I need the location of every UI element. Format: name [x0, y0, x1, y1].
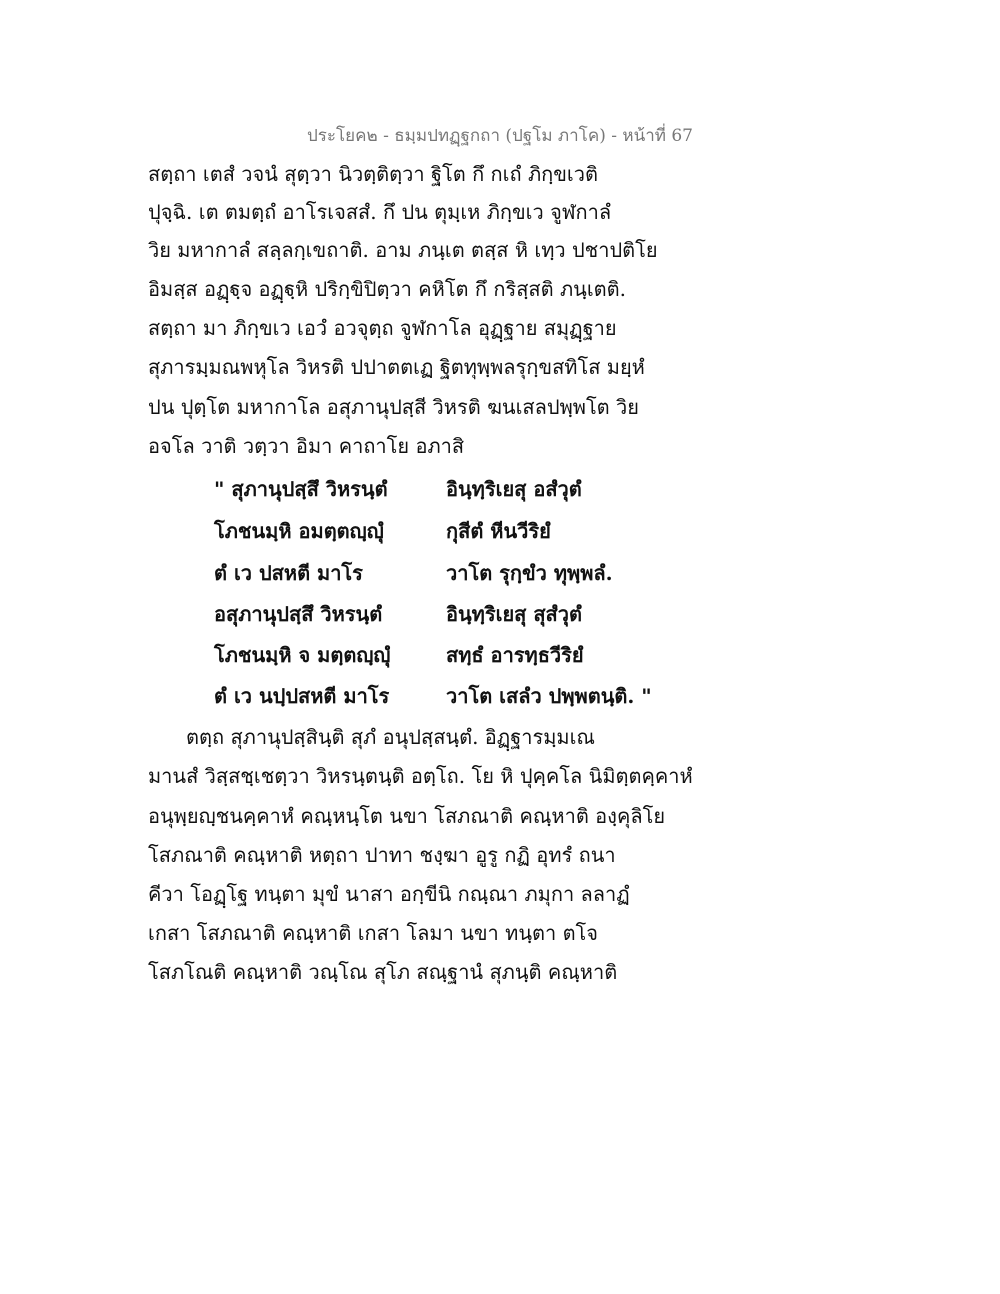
verse-line-left: ตํ เว นปฺปสหตี มาโร [214, 684, 390, 708]
text-line: สตฺถา เตสํ วจนํ สุตฺวา นิวตฺติตฺวา ฐิโต กึ กเถํ ภิกฺขเวติ [148, 162, 598, 186]
page-header [0, 122, 1000, 149]
text-line: ปุจฺฉิ. เต ตมตฺถํ อาโรเจสสํ. กึ ปน ตุมฺเห ภิกฺขเว จูฬกาลํ [148, 200, 612, 224]
text-line: สุภารมฺมณพหุโล วิหรติ ปปาตตเฏ ฐิตทุพฺพลรุกฺขสทิโส มยฺหํ [148, 355, 645, 379]
text-line: คีวา โอฏฺโฐ ทนฺตา มุขํ นาสา อกฺขีนิ กณฺณา ภมุกา ลลาฏํ [148, 882, 630, 906]
page-header-text: ประโยค๒ - ธมฺมปทฏฺฐกถา (ปฐโม ภาโค) - หน้าที่ 67 [307, 126, 693, 146]
verse-line-right: อินฺทฺริเยสุ อสํวุตํ [446, 477, 582, 501]
text-line: อนุพฺยญฺชนคฺคาหํ คณฺหนฺโต นขา โสภณาติ คณฺหาติ องฺคุลิโย [148, 804, 666, 828]
verse-line-right: กุสีตํ หีนวีริยํ [446, 519, 551, 543]
text-line: อจโล วาติ วตฺวา อิมา คาถาโย อภาสิ [148, 434, 465, 458]
verse-line-right: อินฺทฺริเยสุ สุสํวุตํ [446, 602, 582, 626]
verse-line-left: อสุภานุปสฺสึ วิหรนฺตํ [214, 602, 383, 626]
verse-line-left: โภชนมฺหิ จ มตฺตญฺญุํ [214, 643, 391, 667]
verse-line-left: โภชนมฺหิ อมตฺตญฺญุํ [214, 519, 384, 543]
verse-line-left: " สุภานุปสฺสึ วิหรนฺตํ [214, 477, 388, 501]
text-line: อิมสฺส อฏฺฐฺจ อฏฺฐฺหิ ปริกฺขิปิตฺวา คหิโต กึ กริสฺสติ ภนฺเตติ. [148, 277, 627, 301]
verse-line-right: สทฺธํ อารทฺธวีริยํ [446, 643, 584, 667]
verse-line-right: วาโต เสลํว ปพฺพตนฺติ. " [446, 684, 652, 708]
text-line: ตตฺถ สุภานุปสฺสินฺติ สุภํ อนุปสฺสนฺตํ. อิฏฺฐารมฺมเณ [186, 725, 595, 749]
text-line: สตฺถา มา ภิกฺขเว เอวํ อวจุตฺถ จูฬกาโล อุฏฺฐาย สมุฏฺฐาย [148, 316, 617, 340]
text-line: โสภโณติ คณฺหาติ วณฺโณ สุโภ สณฺฐานํ สุภนฺติ คณฺหาติ [148, 960, 618, 984]
text-line: มานสํ วิสฺสชฺเชตฺวา วิหรนฺตนฺติ อตฺโถ. โย หิ ปุคฺคโล นิมิตฺตคฺคาหํ [148, 764, 693, 788]
verse-line-right: วาโต รุกฺขํว ทุพฺพลํ. [446, 561, 613, 585]
text-line: วิย มหากาลํ สลฺลกฺเขถาติ. อาม ภนฺเต ตสฺส หิ เทฺว ปชาปติโย [148, 238, 658, 262]
text-line: ปน ปุตฺโต มหากาโล อสุภานุปสฺสี วิหรติ ฆนเสลปพฺพโต วิย [148, 395, 639, 419]
verse-line-left: ตํ เว ปสหตี มาโร [214, 561, 363, 585]
text-line: เกสา โสภณาติ คณฺหาติ เกสา โลมา นขา ทนฺตา ตโจ [148, 921, 599, 945]
text-line: โสภณาติ คณฺหาติ หตฺถา ปาทา ชงฺฆา อูรู กฏิ อุทรํ ถนา [148, 843, 616, 867]
